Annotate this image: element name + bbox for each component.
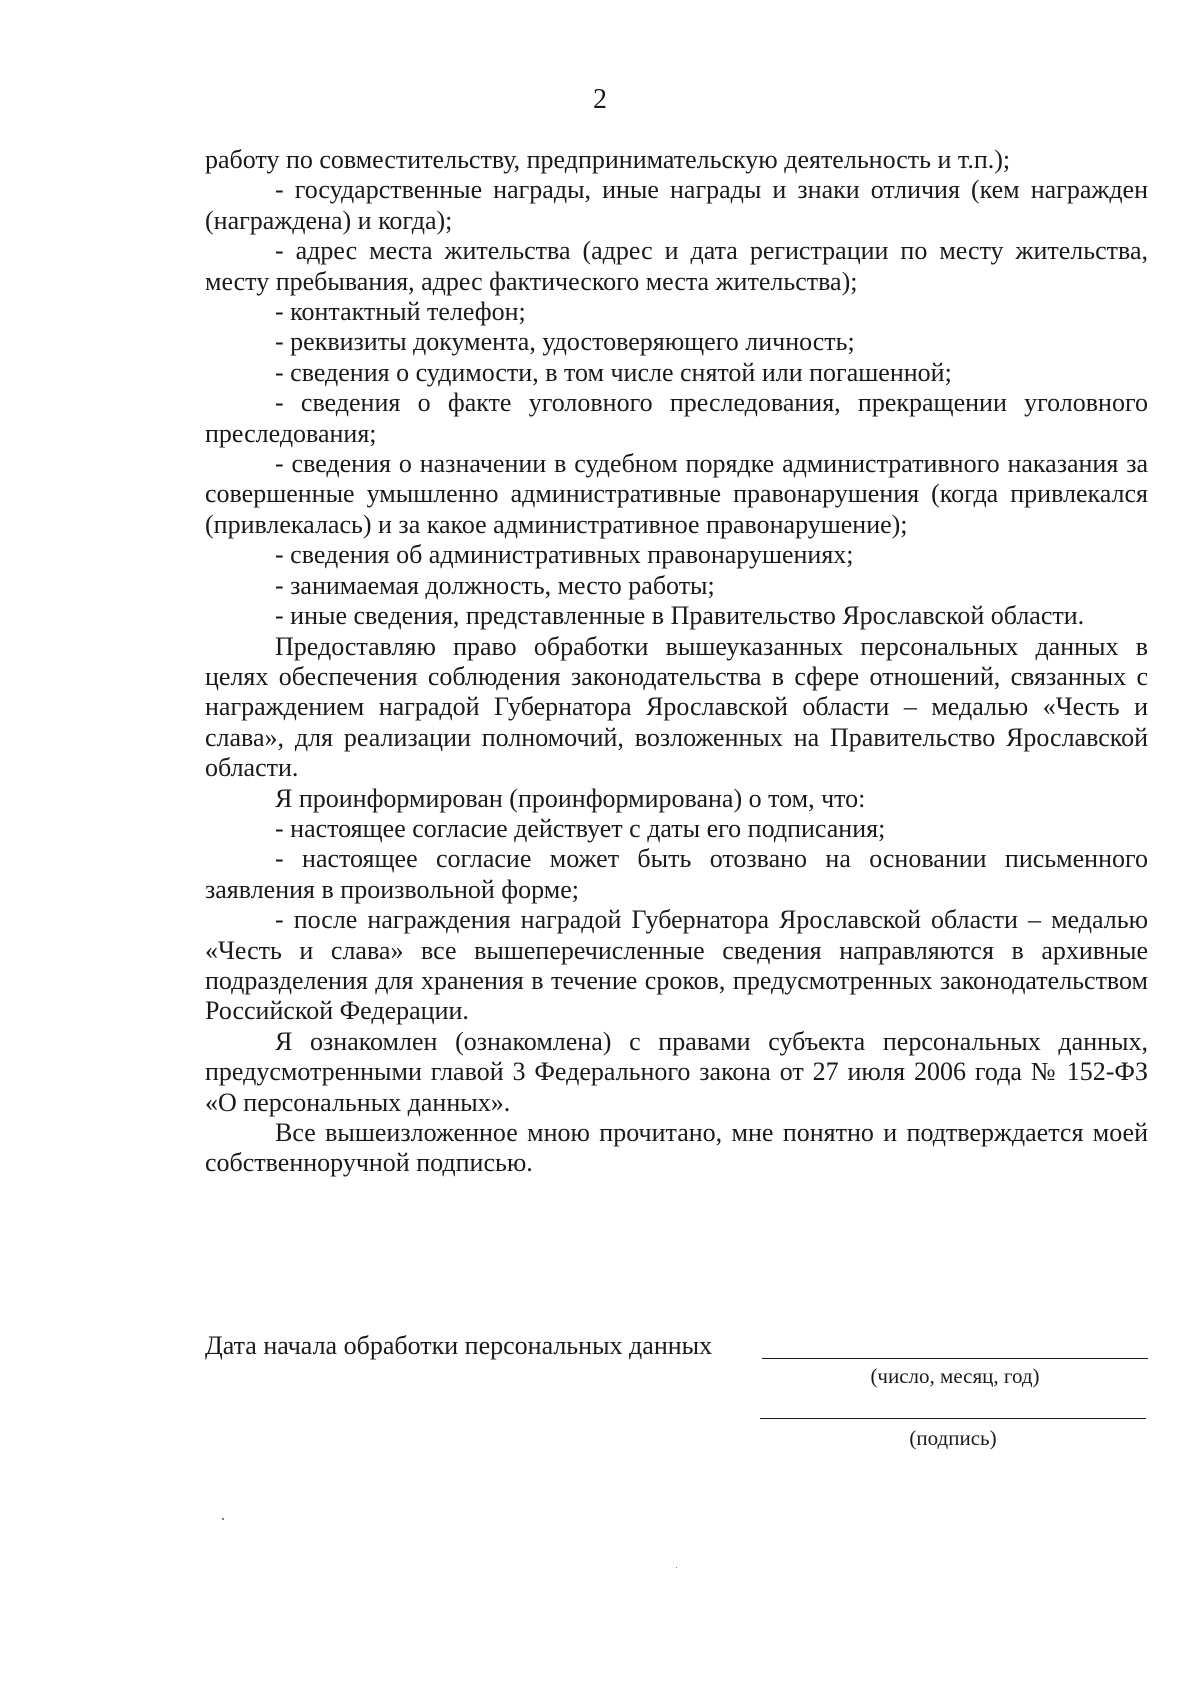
paragraph: Я проинформирован (проинформирована) о том, что: [275, 783, 866, 813]
paragraph: - после награждения наградой Губернатора Ярославской области – медалью «Честь и слава» все вышеперечисленные сведения направляются в архивные подразделения для хранения в течение сроков, предусмотренных законодательством Российской Федерации. [205, 905, 1148, 1026]
paragraph: - государственные награды, иные награды и знаки отличия (кем награжден (награждена) и когда); [205, 175, 1148, 235]
document-body [205, 145, 1148, 1179]
paragraph: работу по совместительству, предпринимательскую деятельность и т.п.); [205, 145, 1011, 174]
paragraph: - сведения о факте уголовного преследования, прекращении уголовного преследования; [205, 388, 1148, 448]
paragraph: - настоящее согласие может быть отозвано на основании письменного заявления в произвольной форме; [205, 844, 1148, 904]
paragraph: - реквизиты документа, удостоверяющего личность; [275, 327, 855, 357]
date-blank-line [762, 1358, 1148, 1359]
paragraph: Я ознакомлен (ознакомлена) с правами субъекта персональных данных, предусмотренными главой 3 Федерального закона от 27 июля 2006 года № 152-ФЗ «О персональных данных». [205, 1026, 1148, 1117]
page-number: 2 [593, 84, 607, 115]
paragraph: - адрес места жительства (адрес и дата регистрации по месту жительства, месту пребывания, адрес фактического места жительства); [205, 236, 1148, 296]
date-start-label: Дата начала обработки персональных данных [205, 1331, 713, 1360]
paragraph: - настоящее согласие действует с даты его подписания; [275, 813, 886, 843]
signature-blank-line [760, 1418, 1146, 1419]
paragraph: - контактный телефон; [275, 297, 526, 327]
paragraph: - сведения о назначении в судебном порядке административного наказания за совершенные умышленно административные правонарушения (когда привлекался (привлекалась) и за какое административное правонарушение); [205, 449, 1148, 539]
paragraph: - занимаемая должность, место работы; [275, 570, 715, 600]
paragraph: - сведения об административных правонарушениях; [275, 540, 854, 570]
paragraph: - иные сведения, представленные в Правительство Ярославской области. [275, 601, 1085, 631]
paragraph: Все вышеизложенное мною прочитано, мне понятно и подтверждается моей собственноручной подписью. [205, 1118, 1148, 1178]
paragraph: - сведения о судимости, в том числе снятой или погашенной; [275, 357, 952, 387]
date-caption: (число, месяц, год) [870, 1364, 1040, 1388]
signature-caption: (подпись) [909, 1426, 997, 1450]
scan-speck [222, 1518, 224, 1520]
scan-speck [676, 1567, 677, 1568]
paragraph: Предоставляю право обработки вышеуказанных персональных данных в целях обеспечения соблюдения законодательства в сфере отношений, связанных с награждением наградой Губернатора Ярославской области – медалью «Честь и слава», для реализации полномочий, возложенных на Правительство Ярославской области. [205, 631, 1148, 783]
